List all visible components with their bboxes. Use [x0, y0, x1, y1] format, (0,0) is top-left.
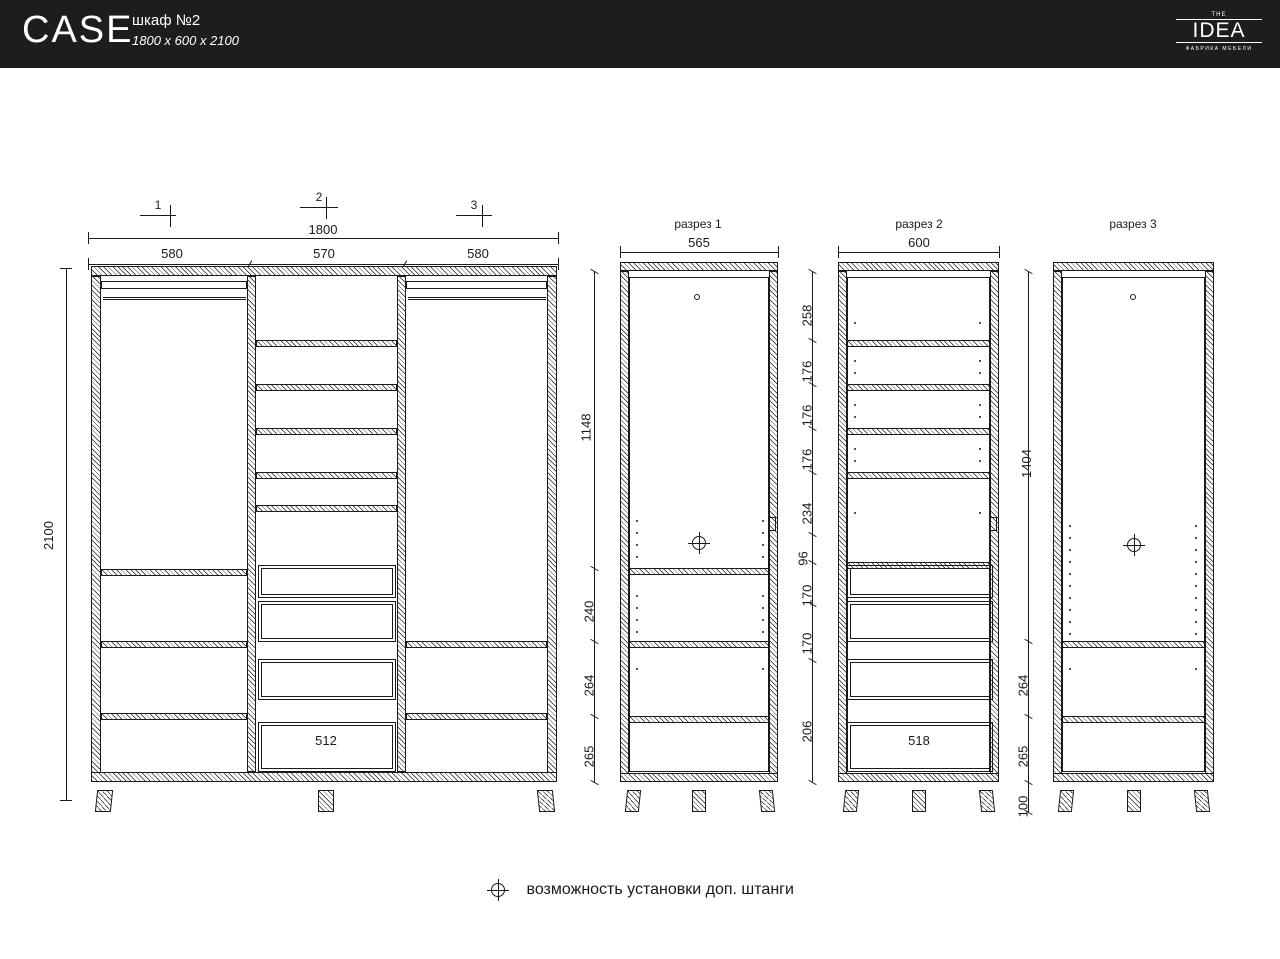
section-mark-1: 1	[154, 198, 162, 212]
section-3-shelf-2	[1062, 716, 1205, 723]
logo-main-text: IDEA	[1176, 19, 1262, 43]
section-1-dim-h1-line	[594, 271, 595, 568]
front-right-side	[547, 276, 557, 782]
section-3-h-1404: 1404	[1018, 449, 1034, 478]
dim-bay-2: 570	[313, 246, 335, 261]
front-mid-shelf-5	[256, 505, 397, 512]
section-2-leg-1	[843, 790, 859, 812]
dim-total-height: 2100	[40, 521, 56, 550]
section-2-dim-width-line	[838, 252, 999, 253]
logo-top-text: THE	[1211, 12, 1227, 18]
front-top-panel	[91, 266, 557, 276]
section-2-h-176-1: 176	[799, 360, 815, 383]
section-1-leg-2	[692, 790, 706, 812]
dim-bays-line	[88, 264, 558, 265]
section-2-left-side	[838, 271, 847, 782]
section-1-title: разрез 1	[674, 217, 722, 231]
front-mid-shelf-3	[256, 428, 397, 435]
section-2-shelf-3	[847, 428, 990, 435]
dim-total-height-tick-t	[60, 268, 72, 269]
section-3-leg-3	[1194, 790, 1210, 812]
dim-total-height-line	[66, 268, 67, 800]
section-2-h-258: 258	[799, 304, 815, 327]
front-divider-left	[247, 276, 256, 772]
section-2-hinge	[990, 517, 997, 531]
section-1-h-1148: 1148	[578, 413, 594, 442]
section-3-dim-chain	[1028, 271, 1029, 782]
section-1-top-panel	[620, 262, 778, 271]
section-3-top-panel	[1053, 262, 1214, 271]
front-mid-shelf-2	[256, 384, 397, 391]
section-mark-2-line	[300, 207, 338, 208]
page-title: CASE	[22, 9, 134, 51]
section-1-bottom-panel	[620, 773, 778, 782]
section-1-rod-hole-icon	[694, 294, 700, 300]
section-2-h-206: 206	[799, 720, 815, 743]
section-2-dim-chain	[812, 271, 813, 782]
section-3-h-100: 100	[1015, 795, 1031, 818]
section-3-shelf-1	[1062, 641, 1205, 648]
front-leg-2	[318, 790, 334, 812]
front-drawer-inner-width: 512	[311, 733, 341, 748]
front-drawer-2-inner	[261, 604, 393, 639]
section-3-leg-2	[1127, 790, 1141, 812]
section-1-shelf-2	[629, 641, 769, 648]
section-mark-2: 2	[315, 190, 323, 204]
section-2-title: разрез 2	[895, 217, 943, 231]
product-name: шкаф №2	[132, 12, 201, 29]
front-right-rod	[408, 297, 546, 298]
front-mid-shelf-1	[256, 340, 397, 347]
section-2-drawer-inner-width: 518	[904, 733, 934, 748]
front-bottom-panel	[91, 772, 557, 782]
section-1-inner-outline	[629, 277, 769, 772]
section-3-leg-1	[1058, 790, 1074, 812]
section-3-rod-hole-icon	[1130, 294, 1136, 300]
section-mark-3: 3	[470, 198, 478, 212]
section-1-shelf-1	[629, 568, 769, 575]
section-2-h-176-3: 176	[799, 448, 815, 471]
section-1-hinge	[769, 517, 776, 531]
title-bar	[0, 0, 1280, 68]
dim-total-width-line	[88, 238, 558, 239]
front-right-shelf-1	[406, 641, 547, 648]
section-3-bottom-panel	[1053, 773, 1214, 782]
section-3-right-side	[1205, 271, 1214, 782]
section-2-drawer-2-inner	[850, 604, 990, 639]
section-3-rod-target-icon	[1123, 534, 1145, 556]
front-left-rod	[103, 297, 246, 298]
front-left-shelf-2	[101, 641, 247, 648]
section-2-bottom-panel	[838, 773, 999, 782]
front-right-rod-panel	[406, 281, 547, 289]
legend-text: возможность установки доп. штанги	[526, 881, 794, 898]
section-1-leg-1	[625, 790, 641, 812]
dim-bay-tick-0	[88, 258, 89, 270]
section-1-shelf-3	[629, 716, 769, 723]
section-2-drawer-3-inner	[850, 662, 990, 697]
section-3-h-265: 265	[1015, 745, 1031, 768]
legend-rod-target-icon	[486, 878, 510, 902]
front-drawer-3-inner	[261, 662, 393, 697]
section-2-h-170-1: 170	[799, 584, 815, 607]
section-3-title: разрез 3	[1109, 217, 1157, 231]
section-1-left-side	[620, 271, 629, 782]
front-right-rod-2	[408, 299, 546, 300]
section-2-width: 600	[908, 235, 930, 250]
section-2-dim-tick-l	[838, 246, 839, 258]
front-left-rod-2	[103, 299, 246, 300]
front-left-rod-panel	[101, 281, 247, 289]
section-2-h-234: 234	[799, 502, 815, 525]
product-dimensions: 1800 x 600 x 2100	[132, 33, 239, 48]
section-2-drawer-1-inner	[850, 568, 990, 595]
dim-total-width: 1800	[308, 222, 338, 237]
dim-total-width-tick-l	[88, 232, 89, 244]
front-left-side	[91, 276, 101, 782]
front-drawer-1-inner	[261, 568, 393, 595]
logo-bottom-text: ФАБРИКА МЕБЕЛИ	[1185, 46, 1253, 52]
dim-total-height-tick-b	[60, 800, 72, 801]
front-left-shelf-1	[101, 569, 247, 576]
section-1-h-265: 265	[581, 745, 597, 768]
dim-bay-3: 580	[467, 246, 489, 261]
section-3-left-side	[1053, 271, 1062, 782]
section-1-width: 565	[688, 235, 710, 250]
legend	[0, 878, 1280, 902]
section-1-dim-width-line	[620, 252, 778, 253]
section-2-shelf-1	[847, 340, 990, 347]
section-2-shelf-4	[847, 472, 990, 479]
front-leg-1	[95, 790, 113, 812]
section-1-leg-3	[759, 790, 775, 812]
section-mark-2-arrow	[326, 197, 327, 219]
dim-total-width-tick-r	[558, 232, 559, 244]
front-right-shelf-2	[406, 713, 547, 720]
front-divider-right	[397, 276, 406, 772]
section-2-h-176-2: 176	[799, 404, 815, 427]
section-1-rod-target-icon	[688, 532, 710, 554]
section-1-dim-tick-r	[778, 246, 779, 258]
section-3-inner-outline	[1062, 277, 1205, 772]
section-1-dim-tick-l	[620, 246, 621, 258]
section-2-h-170-2: 170	[799, 632, 815, 655]
front-left-shelf-3	[101, 713, 247, 720]
front-leg-3	[537, 790, 555, 812]
section-2-shelf-2	[847, 384, 990, 391]
section-2-top-panel	[838, 262, 999, 271]
brand-logo	[1176, 12, 1262, 56]
section-2-h-96: 96	[795, 551, 811, 566]
dim-bay-1: 580	[161, 246, 183, 261]
section-1-h-240: 240	[581, 600, 597, 623]
front-mid-shelf-4	[256, 472, 397, 479]
section-2-leg-3	[979, 790, 995, 812]
section-1-h-264: 264	[581, 674, 597, 697]
section-mark-1-arrow	[170, 205, 171, 227]
section-2-dim-tick-r	[999, 246, 1000, 258]
section-2-leg-2	[912, 790, 926, 812]
section-3-h-264: 264	[1015, 674, 1031, 697]
section-mark-3-line	[456, 215, 492, 216]
section-mark-3-arrow	[482, 205, 483, 227]
dim-bay-tick-3	[558, 258, 559, 270]
